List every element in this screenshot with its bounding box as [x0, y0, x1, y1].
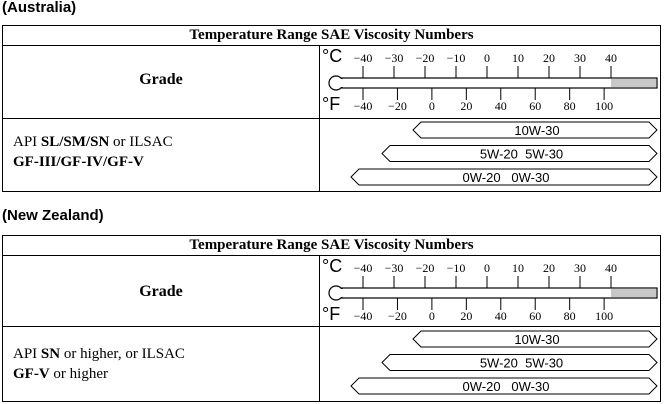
- spec-segment: or higher, or ILSAC: [60, 346, 185, 362]
- table-title: Temperature Range SAE Viscosity Numbers: [3, 26, 660, 46]
- fahrenheit-unit: °F: [322, 94, 341, 114]
- fahrenheit-tick-label: 40: [494, 99, 507, 113]
- fahrenheit-tick-label: 80: [563, 99, 576, 113]
- fahrenheit-unit: °F: [322, 304, 341, 324]
- viscosity-bar-label: 5W-20 5W-30: [479, 146, 564, 162]
- viscosity-table-australia: [2, 25, 661, 192]
- thermometer-joint: [340, 289, 344, 297]
- spec-segment: SN: [40, 346, 61, 362]
- celsius-tick-label: 10: [512, 261, 524, 275]
- spec-segment: GF-V: [13, 366, 50, 382]
- celsius-tick-label: −30: [384, 51, 404, 65]
- celsius-tick-label: −40: [353, 261, 373, 275]
- celsius-tick-label: 20: [543, 261, 555, 275]
- celsius-tick-label: −20: [415, 51, 435, 65]
- viscosity-bar-label: 5W-20 5W-30: [479, 355, 564, 371]
- celsius-tick-label: 40: [605, 51, 617, 65]
- thermometer-fill: [611, 289, 656, 297]
- spec-segment: API: [13, 346, 41, 362]
- celsius-tick-label: −10: [446, 261, 466, 275]
- thermometer-fill: [611, 79, 656, 87]
- fahrenheit-tick-label: 20: [460, 99, 473, 113]
- celsius-tick-label: 30: [574, 51, 586, 65]
- fahrenheit-tick-label: −40: [353, 309, 373, 323]
- celsius-tick-label: 0: [484, 51, 490, 65]
- spec-segment: or ILSAC: [109, 134, 173, 150]
- fahrenheit-tick-label: 60: [529, 99, 542, 113]
- celsius-tick-label: −10: [446, 51, 466, 65]
- grade-label: Grade: [139, 283, 183, 300]
- fahrenheit-tick-label: −20: [388, 99, 407, 113]
- celsius-tick-label: −30: [384, 261, 404, 275]
- viscosity-bar-label: 0W-20 0W-30: [462, 379, 550, 394]
- grade-label: Grade: [139, 71, 183, 88]
- section-heading-australia: (Australia): [2, 0, 77, 16]
- fahrenheit-tick-label: 0: [428, 309, 435, 323]
- spec-segment: SL/SM/SN: [40, 134, 110, 150]
- celsius-unit: °C: [322, 256, 343, 276]
- celsius-tick-label: −20: [415, 261, 435, 275]
- thermometer-tube: [342, 78, 657, 88]
- temperature-chart: [3, 236, 662, 403]
- temperature-chart: [3, 26, 662, 193]
- celsius-tick-label: 20: [543, 51, 555, 65]
- fahrenheit-tick-label: 0: [428, 99, 435, 113]
- celsius-tick-label: −40: [353, 51, 373, 65]
- viscosity-bar-label: 0W-20 0W-30: [462, 170, 550, 185]
- table-title: Temperature Range SAE Viscosity Numbers: [3, 236, 660, 256]
- celsius-tick-label: 10: [512, 51, 524, 65]
- celsius-tick-label: 40: [605, 261, 617, 275]
- viscosity-table-new-zealand: [2, 235, 661, 402]
- section-heading-new-zealand: (New Zealand): [2, 207, 104, 224]
- thermometer-joint: [340, 79, 344, 87]
- fahrenheit-tick-label: −20: [388, 309, 407, 323]
- celsius-tick-label: 30: [574, 261, 586, 275]
- spec-segment: GF-III/GF-IV/GF-V: [13, 154, 144, 170]
- fahrenheit-tick-label: 80: [563, 309, 576, 323]
- fahrenheit-tick-label: 60: [529, 309, 542, 323]
- celsius-tick-label: 0: [484, 261, 490, 275]
- thermometer-tube: [342, 288, 657, 298]
- spec-segment: or higher: [49, 366, 108, 382]
- fahrenheit-tick-label: 100: [595, 99, 614, 113]
- viscosity-bar-label: 10W-30: [514, 332, 560, 347]
- fahrenheit-tick-label: 20: [460, 309, 473, 323]
- viscosity-bar-label: 10W-30: [514, 123, 560, 138]
- fahrenheit-tick-label: −40: [353, 99, 373, 113]
- fahrenheit-tick-label: 40: [494, 309, 507, 323]
- spec-segment: API: [13, 134, 41, 150]
- fahrenheit-tick-label: 100: [595, 309, 614, 323]
- celsius-unit: °C: [322, 46, 343, 66]
